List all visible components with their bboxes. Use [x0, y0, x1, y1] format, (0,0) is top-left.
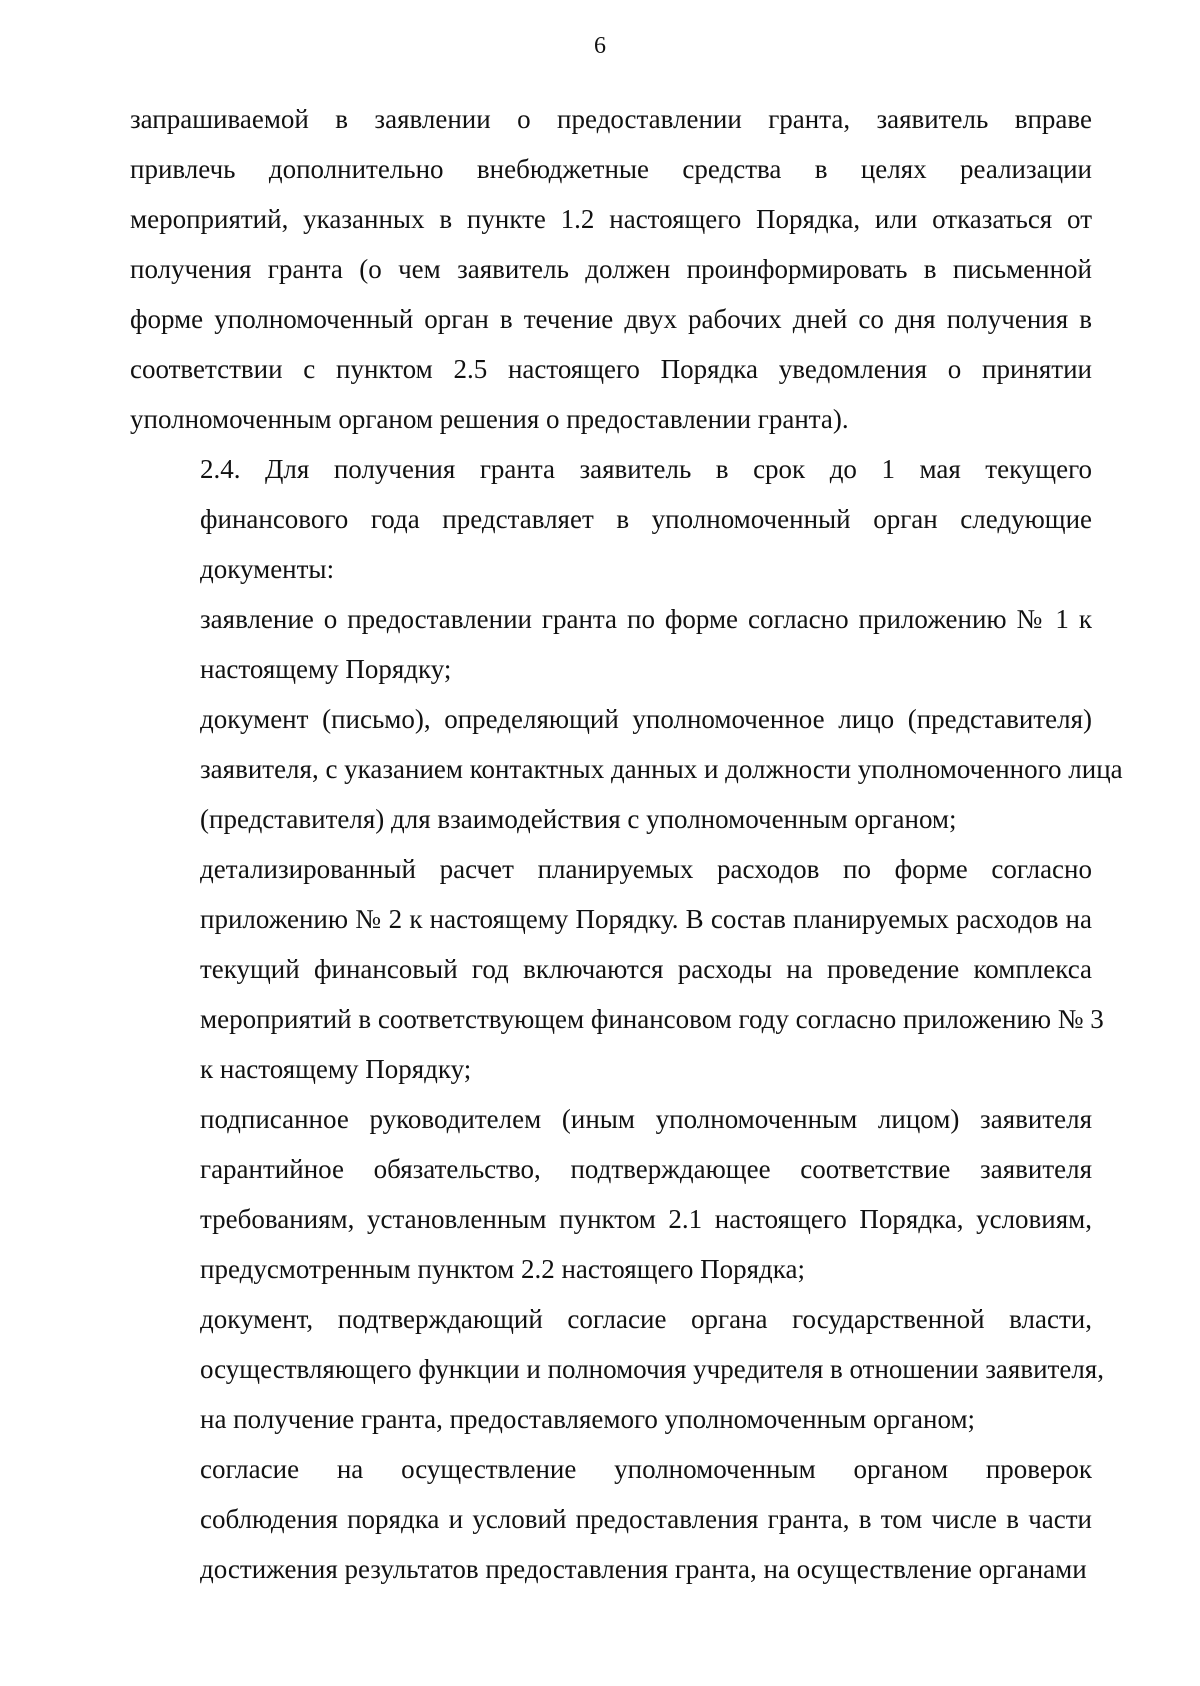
text-line: к настоящему Порядку; — [200, 1054, 472, 1084]
paragraph — [130, 1444, 1092, 1594]
text-line: привлечь дополнительно внебюджетные средства в целях реализации — [130, 154, 1092, 184]
text-line: документ (письмо), определяющий уполномоченное лицо (представителя) — [200, 704, 1092, 734]
text-line: запрашиваемой в заявлении о предоставлении гранта, заявитель вправе — [130, 104, 1092, 134]
text-line: заявителя, с указанием контактных данных и должности уполномоченного лица — [200, 754, 1123, 784]
text-line: мероприятий, указанных в пункте 1.2 настоящего Порядка, или отказаться от — [130, 204, 1092, 234]
paragraph — [130, 444, 1092, 594]
paragraph — [130, 1294, 1104, 1444]
text-line: финансового года представляет в уполномоченный орган следующие — [200, 504, 1092, 534]
text-line: настоящему Порядку; — [200, 654, 452, 684]
text-line: документ, подтверждающий согласие органа государственной власти, — [200, 1304, 1092, 1334]
text-line: подписанное руководителем (иным уполномоченным лицом) заявителя — [200, 1104, 1092, 1134]
text-line: соблюдения порядка и условий предоставления гранта, в том числе в части — [200, 1504, 1092, 1534]
text-line: предусмотренным пунктом 2.2 настоящего Порядка; — [200, 1254, 805, 1284]
text-line: текущий финансовый год включаются расходы на проведение комплекса — [200, 954, 1092, 984]
text-line: на получение гранта, предоставляемого уполномоченным органом; — [200, 1404, 976, 1434]
document-body — [130, 94, 1123, 1594]
paragraph — [130, 94, 1092, 444]
text-line: приложению № 2 к настоящему Порядку. В состав планируемых расходов на — [200, 904, 1092, 934]
text-line: соответствии с пунктом 2.5 настоящего Порядка уведомления о принятии — [130, 354, 1092, 384]
text-line: гарантийное обязательство, подтверждающее соответствие заявителя — [200, 1154, 1092, 1184]
text-line: заявление о предоставлении гранта по форме согласно приложению № 1 к — [200, 604, 1092, 634]
text-line: детализированный расчет планируемых расходов по форме согласно — [200, 854, 1092, 884]
text-line: достижения результатов предоставления гранта, на осуществление органами — [200, 1554, 1087, 1584]
page-number: 6 — [594, 33, 606, 59]
text-line: (представителя) для взаимодействия с уполномоченным органом; — [200, 804, 957, 834]
text-line: требованиям, установленным пунктом 2.1 настоящего Порядка, условиям, — [200, 1204, 1092, 1234]
text-line: уполномоченным органом решения о предоставлении гранта). — [130, 404, 849, 434]
text-line: форме уполномоченный орган в течение двух рабочих дней со дня получения в — [130, 304, 1092, 334]
text-line: осуществляющего функции и полномочия учредителя в отношении заявителя, — [200, 1354, 1104, 1384]
text-line: мероприятий в соответствующем финансовом году согласно приложению № 3 — [200, 1004, 1104, 1034]
paragraph — [130, 594, 1092, 694]
text-line: получения гранта (о чем заявитель должен проинформировать в письменной — [130, 254, 1092, 284]
text-line: 2.4. Для получения гранта заявитель в срок до 1 мая текущего — [200, 454, 1092, 484]
text-line: документы: — [200, 554, 335, 584]
text-line: согласие на осуществление уполномоченным органом проверок — [200, 1454, 1092, 1484]
paragraph — [130, 694, 1123, 844]
paragraph — [130, 1094, 1092, 1294]
paragraph — [130, 844, 1104, 1094]
